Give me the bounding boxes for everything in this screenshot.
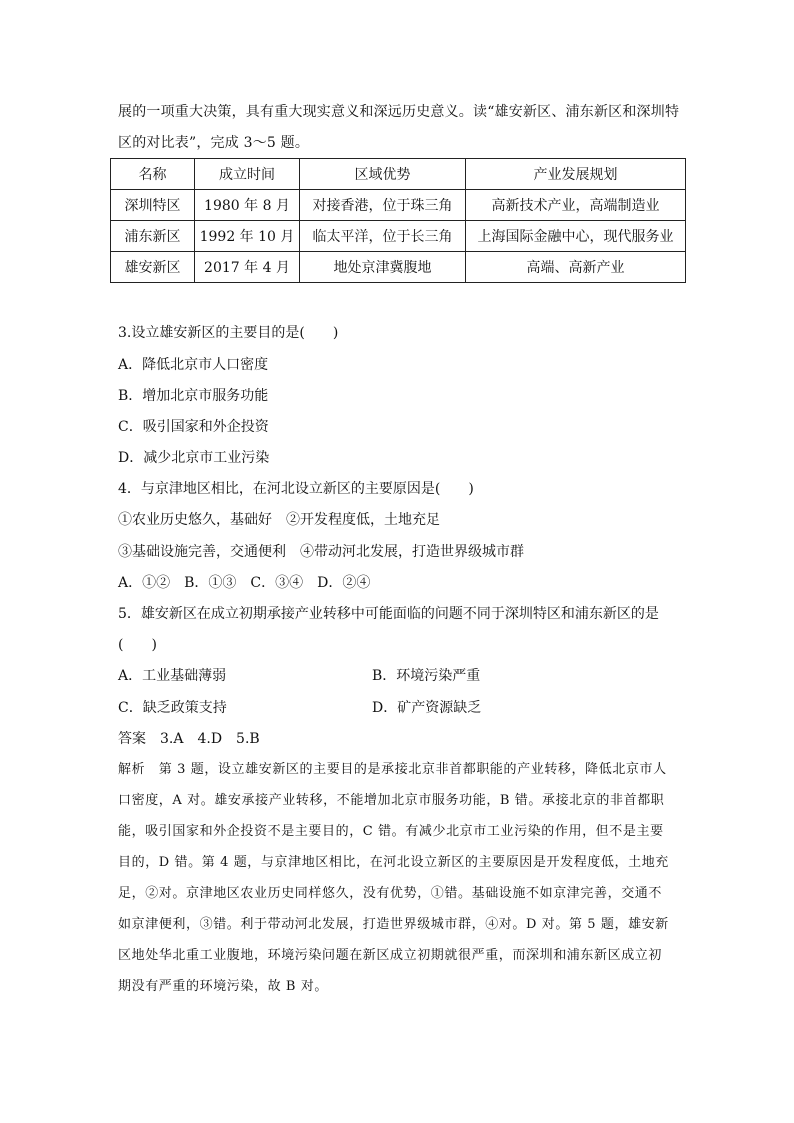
table-row (111, 252, 686, 283)
question-3-option-b: B．增加北京市服务功能 (118, 388, 269, 404)
comparison-table (110, 158, 686, 283)
table-cell: 临太平洋，位于长三角 (300, 221, 466, 252)
table-header-row (111, 159, 686, 190)
question-5-option-c: C．缺乏政策支持 (118, 700, 227, 716)
table-header: 区域优势 (300, 159, 466, 190)
table-cell: 地处京津冀腹地 (300, 252, 466, 283)
table-cell: 雄安新区 (111, 252, 195, 283)
question-4-stem: 4．与京津地区相比，在河北设立新区的主要原因是( ) (118, 481, 474, 497)
answer-line: 答案 3.A 4.D 5.B (118, 731, 260, 747)
table-header: 成立时间 (195, 159, 300, 190)
intro-line-2: 区的对比表”，完成 3～5 题。 (118, 135, 310, 151)
question-4-items-1: ①农业历史悠久，基础好 ②开发程度低，土地充足 (118, 512, 440, 528)
explanation-line: 目的，D 错。第 4 题，与京津地区相比，在河北设立新区的主要原因是开发程度低，土地充 (118, 855, 669, 870)
question-3-option-c: C．吸引国家和外企投资 (118, 419, 269, 435)
question-3-option-a: A．降低北京市人口密度 (118, 357, 269, 373)
explanation-line: 区地处华北重工业腹地，环境污染问题在新区成立初期就很严重，而深圳和浦东新区成立初 (118, 948, 663, 963)
table-row (111, 221, 686, 252)
table-header: 名称 (111, 159, 195, 190)
question-3-stem: 3.设立雄安新区的主要目的是( ) (118, 325, 339, 341)
question-5-option-b: B．环境污染严重 (372, 668, 481, 684)
table-cell: 高端、高新产业 (466, 252, 686, 283)
table-cell: 对接香港，位于珠三角 (300, 190, 466, 221)
table-cell: 1992 年 10 月 (195, 221, 300, 252)
question-5-option-d: D．矿产资源缺乏 (372, 700, 482, 716)
table-cell: 2017 年 4 月 (195, 252, 300, 283)
question-4-options: A．①② B．①③ C．③④ D．②④ (118, 575, 371, 591)
question-3-option-d: D．减少北京市工业污染 (118, 450, 270, 466)
table-cell: 浦东新区 (111, 221, 195, 252)
question-4-items-2: ③基础设施完善，交通便利 ④带动河北发展，打造世界级城市群 (118, 544, 524, 560)
explanation-line: 期没有严重的环境污染，故 B 对。 (118, 979, 329, 994)
table-cell: 1980 年 8 月 (195, 190, 300, 221)
question-5-stem-1: 5．雄安新区在成立初期承接产业转移中可能面临的问题不同于深圳特区和浦东新区的是 (118, 606, 659, 622)
explanation-line: 解析 第 3 题，设立雄安新区的主要目的是承接北京非首都职能的产业转移，降低北京市人 (118, 762, 667, 777)
table-cell: 高新技术产业，高端制造业 (466, 190, 686, 221)
table-row (111, 190, 686, 221)
question-5-stem-2: ( ) (118, 637, 157, 653)
explanation-line: 能，吸引国家和外企投资不是主要目的，C 错。有减少北京市工业污染的作用，但不是主要 (118, 824, 664, 839)
intro-line-1: 展的一项重大决策，具有重大现实意义和深远历史意义。读“雄安新区、浦东新区和深圳特 (118, 104, 680, 120)
explanation-line: 如京津便利，③错。利于带动河北发展，打造世界级城市群，④对。D 对。第 5 题，雄安新 (118, 917, 669, 932)
question-5-option-a: A．工业基础薄弱 (118, 668, 227, 684)
table-cell: 上海国际金融中心，现代服务业 (466, 221, 686, 252)
explanation-line: 足，②对。京津地区农业历史同样悠久，没有优势，①错。基础设施不如京津完善，交通不 (118, 886, 663, 901)
table-cell: 深圳特区 (111, 190, 195, 221)
table-header: 产业发展规划 (466, 159, 686, 190)
explanation-line: 口密度，A 对。雄安承接产业转移，不能增加北京市服务功能，B 错。承接北京的非首都职 (118, 793, 665, 808)
